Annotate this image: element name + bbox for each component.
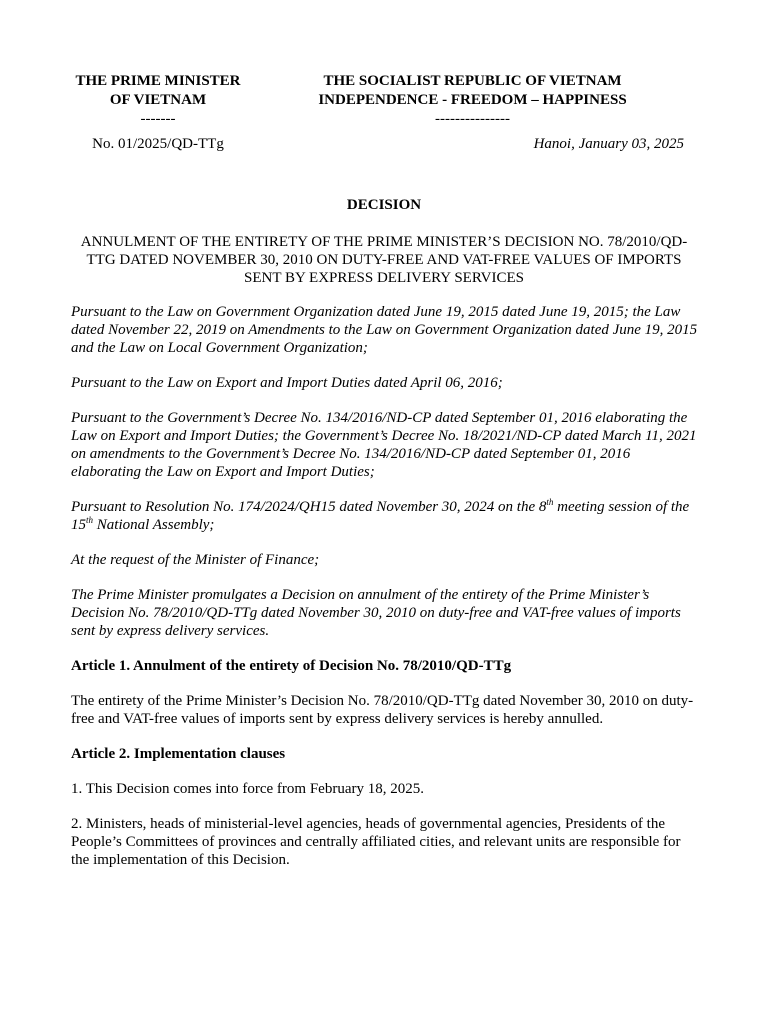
- article-2-clause-2: 2. Ministers, heads of ministerial-level agencies, heads of governmental agencies, Presidents of the People’s Committees of provinces and centrally affiliated cities, and relevant units are responsible for the implementation of this Decision.: [71, 816, 681, 868]
- national-title: [300, 72, 645, 129]
- document-body: [71, 303, 701, 886]
- article-1-heading: Article 1. Annulment of the entirety of Decision No. 78/2010/QD-TTg: [71, 658, 512, 674]
- ordinal-suffix: th: [546, 497, 554, 507]
- article-2-clause-1: 1. This Decision comes into force from February 18, 2025.: [71, 781, 424, 797]
- promulgation-paragraph: The Prime Minister promulgates a Decision on annulment of the entirety of the Prime Minister’s Decision No. 78/2010/QD-TTg dated November 30, 2010 on duty-free and VAT-free values of imports sent by express delivery services.: [71, 587, 681, 639]
- preamble-paragraph: [71, 498, 701, 534]
- preamble-paragraph: Pursuant to the Government’s Decree No. 134/2016/ND-CP dated September 01, 2016 elaborating the Law on Export and Import Duties; the Government’s Decree No. 18/2021/ND-CP dated March 11, 2021 on amendments to the Government’s Decree No. 134/2016/ND-CP dated September 01, 2016 elaborating the Law on Export and Import Duties;: [71, 410, 697, 480]
- republic-line-2: INDEPENDENCE - FREEDOM – HAPPINESS: [318, 92, 627, 108]
- preamble-text: National Assembly;: [93, 517, 215, 533]
- preamble-text: meeting session of the 15: [71, 499, 690, 533]
- issuing-authority: [58, 72, 258, 129]
- article-1-text: The entirety of the Prime Minister’s Decision No. 78/2010/QD-TTg dated November 30, 2010 on duty-free and VAT-free values of imports sent by express delivery services is hereby annulled.: [71, 693, 694, 727]
- authority-divider: -------: [140, 111, 176, 127]
- preamble-paragraph: Pursuant to the Law on Government Organization dated June 19, 2015 dated June 19, 2015; the Law dated November 22, 2019 on Amendments to the Law on Government Organization dated June 19, 2015 and the Law on Local Government Organization;: [71, 304, 698, 356]
- ordinal-suffix: th: [86, 515, 94, 525]
- preamble-paragraph: At the request of the Minister of Finance;: [71, 552, 320, 568]
- republic-line-1: THE SOCIALIST REPUBLIC OF VIETNAM: [323, 73, 622, 89]
- authority-line-2: OF VIETNAM: [109, 92, 207, 108]
- article-2-heading: Article 2. Implementation clauses: [71, 746, 286, 762]
- preamble-paragraph: Pursuant to the Law on Export and Import Duties dated April 06, 2016;: [71, 375, 503, 391]
- preamble-text: Pursuant to Resolution No. 174/2024/QH15 dated November 30, 2024 on the 8: [71, 499, 547, 515]
- document-title: DECISION: [346, 197, 422, 213]
- document-subject: ANNULMENT OF THE ENTIRETY OF THE PRIME MINISTER’S DECISION NO. 78/2010/QD-TTG DATED NOVEMBER 30, 2010 ON DUTY-FREE AND VAT-FREE VALUES OF IMPORTS SENT BY EXPRESS DELIVERY SERVICES: [80, 234, 688, 286]
- authority-line-1: THE PRIME MINISTER: [75, 73, 241, 89]
- document-number: No. 01/2025/QD-TTg: [92, 136, 224, 152]
- place-and-date: Hanoi, January 03, 2025: [533, 136, 684, 152]
- republic-divider: ---------------: [435, 111, 510, 127]
